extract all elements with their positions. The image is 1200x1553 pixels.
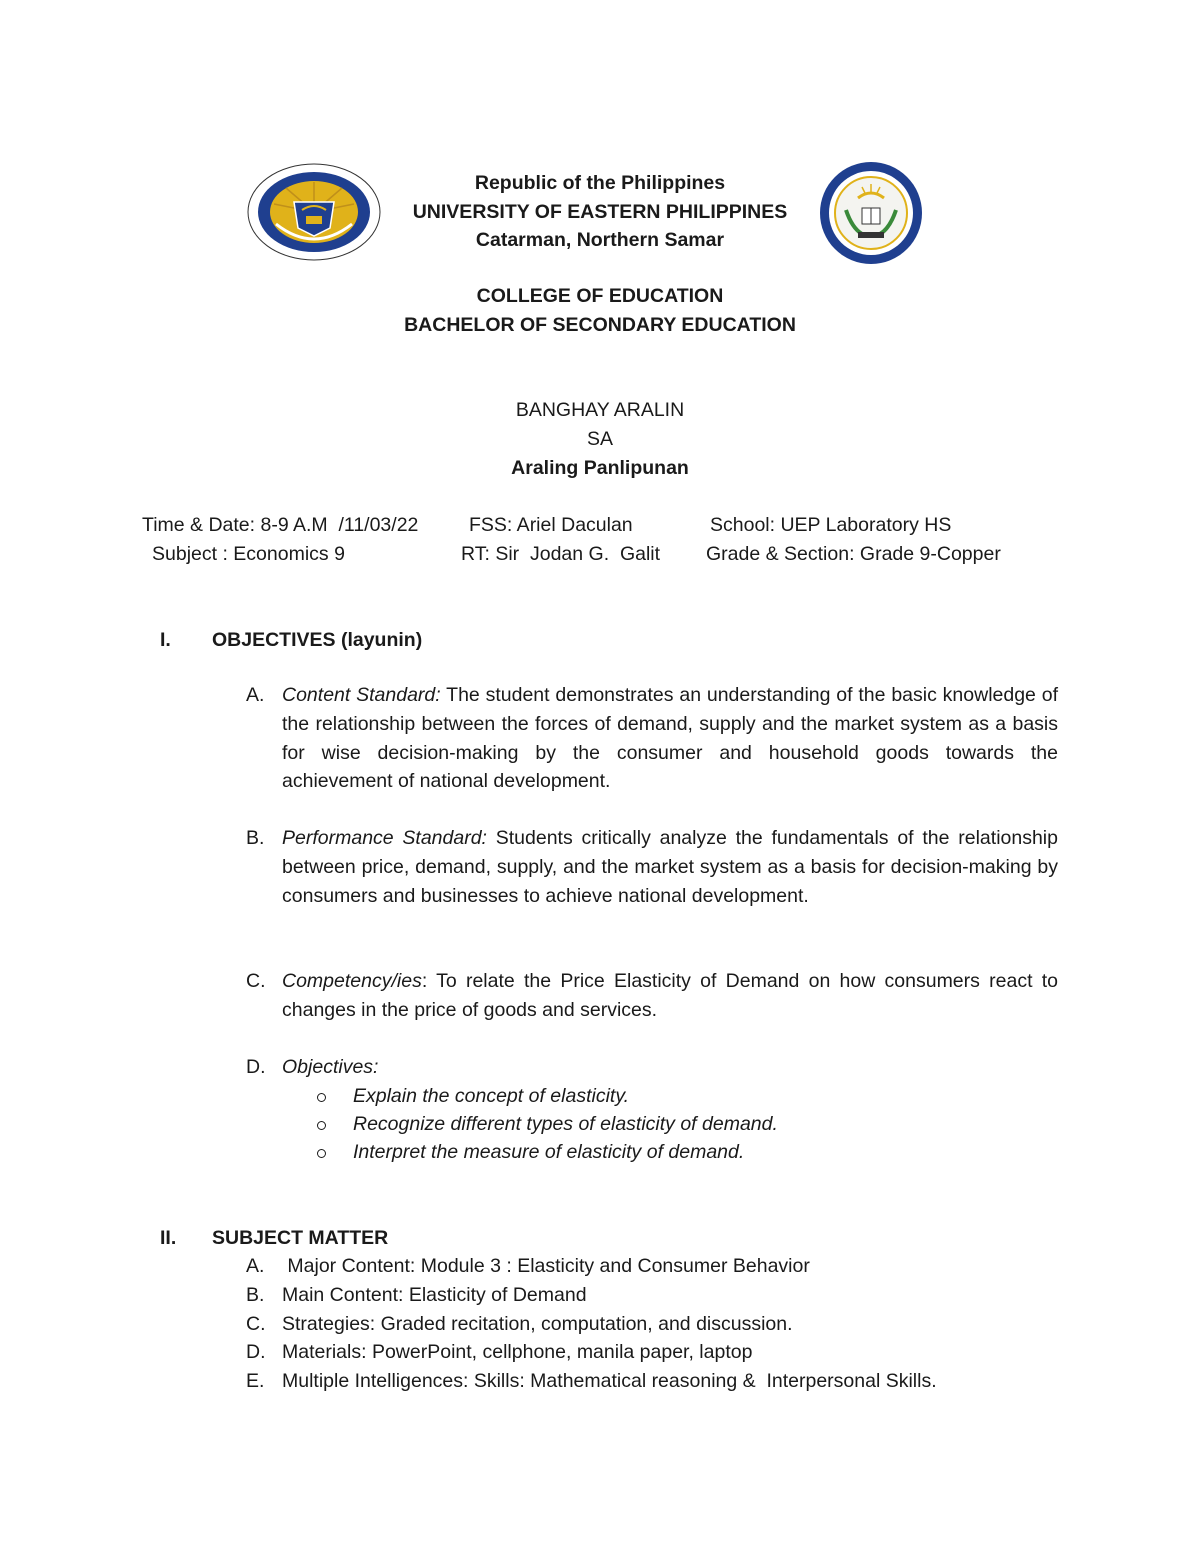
section-subject-matter-heading [160,1226,388,1250]
section-number: II. [160,1227,177,1249]
item-letter: A. [246,684,265,706]
item-label: Competency/ies [282,970,422,992]
section-title: OBJECTIVES (layunin) [212,629,423,651]
subject-matter-item: E. Multiple Intelligences: Skills: Mathematical reasoning & Interpersonal Skills. [246,1370,937,1392]
university-name: UNIVERSITY OF EASTERN PHILIPPINES [412,201,788,223]
subject-matter-item: D. Materials: PowerPoint, cellphone, manila paper, laptop [246,1341,753,1363]
subject-matter-item: B. Main Content: Elasticity of Demand [246,1284,587,1306]
info-fss: FSS: Ariel Daculan [469,514,633,536]
circle-bullet-icon [317,1093,326,1102]
item-label: Content Standard: [282,684,441,706]
item-text: Students critically analyze the fundamentals of the relationship between price, demand, supply, and the market system as a basis for decision-making by consumers and businesses to achieve national development. [282,827,1058,907]
info-rt: RT: Sir Jodan G. Galit [461,543,661,565]
university-location: Catarman, Northern Samar [475,229,725,251]
item-letter: D. [246,1056,266,1078]
item-text: : To relate the Price Elasticity of Demand on how consumers react to changes in the price of goods and services. [282,970,1058,1021]
objective-item-performance-standard [246,824,1058,910]
info-time-date: Time & Date: 8-9 A.M /11/03/22 [142,514,419,536]
title-line-2: SA [586,428,613,450]
objective-item-competency [246,967,1058,1025]
info-subject: Subject : Economics 9 [152,543,345,565]
objective-bullet: Recognize different types of elasticity of demand. [317,1110,778,1139]
item-label: Performance Standard: [282,827,487,849]
title-subject: Araling Panlipunan [511,457,689,479]
section-objectives-heading [160,628,422,652]
item-letter: C. [246,970,266,992]
country-line: Republic of the Philippines [474,172,726,194]
circle-bullet-icon [317,1149,326,1158]
subject-matter-item: C. Strategies: Graded recitation, computation, and discussion. [246,1313,793,1335]
item-label: Objectives: [282,1056,379,1078]
circle-bullet-icon [317,1121,326,1130]
subject-matter-item: A. Major Content: Module 3 : Elasticity and Consumer Behavior [246,1255,810,1277]
college-name: COLLEGE OF EDUCATION [476,285,724,307]
objective-item-objectives [246,1053,1058,1082]
title-line-1: BANGHAY ARALIN [515,399,685,421]
section-title: SUBJECT MATTER [212,1227,389,1249]
item-text: The student demonstrates an understanding of the basic knowledge of the relationship between the forces of demand, supply and the market system as a basis for wise decision-making by the consumer and household goods towards the achievement of national development. [282,684,1058,793]
objective-bullet: Interpret the measure of elasticity of demand. [317,1138,744,1167]
info-grade-section: Grade & Section: Grade 9-Copper [706,543,1001,565]
item-letter: B. [246,827,265,849]
objective-bullet: Explain the concept of elasticity. [317,1082,629,1111]
section-number: I. [160,629,171,651]
program-name: BACHELOR OF SECONDARY EDUCATION [404,314,796,336]
objective-item-content-standard [246,681,1058,796]
info-school: School: UEP Laboratory HS [710,514,952,536]
